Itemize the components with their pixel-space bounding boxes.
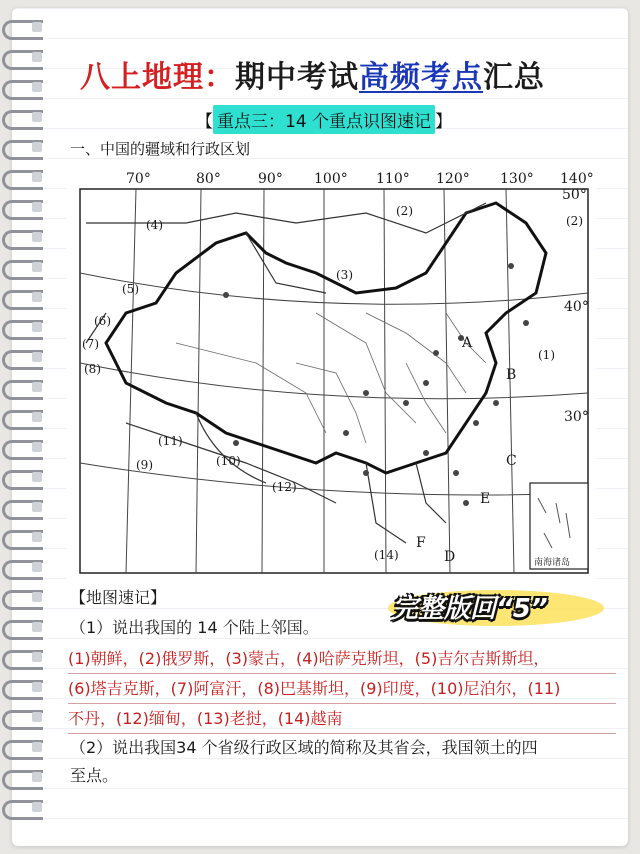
map-label: (3): [336, 268, 353, 282]
province-borders: [176, 313, 486, 443]
question-2-line-1: （2）说出我国34 个省级行政区域的简称及其省会，我国领土的四: [70, 738, 538, 757]
longitude-labels: [126, 171, 594, 187]
question-2-line-2: 至点。: [70, 766, 119, 785]
spiral-hole: [32, 22, 42, 32]
title-part-summary: 汇总: [483, 60, 545, 95]
answer-line: (6)塔吉克斯，(7)阿富汗，(8)巴基斯坦，(9)印度，(10)尼泊尔，(11): [68, 674, 616, 704]
spiral-hole: [32, 742, 42, 752]
notes-heading: 【地图速记】: [70, 588, 167, 607]
spiral-hole: [32, 562, 42, 572]
spiral-hole: [32, 322, 42, 332]
spiral-hole: [32, 502, 42, 512]
lon-label: 140°: [560, 171, 594, 187]
spiral-hole: [32, 82, 42, 92]
lat-label: 50°: [562, 187, 587, 203]
map-label: B: [506, 367, 517, 383]
spiral-hole: [32, 802, 42, 812]
map-label: A: [462, 335, 473, 351]
lon-label: 130°: [500, 171, 534, 187]
spiral-hole: [32, 232, 42, 242]
map-label: (12): [272, 480, 297, 494]
spiral-hole: [32, 592, 42, 602]
lat-label: 40°: [564, 299, 589, 315]
map-label: (5): [122, 282, 139, 296]
title-part-keypoints: 高频考点: [359, 60, 483, 95]
china-map-svg: [66, 163, 596, 583]
spiral-hole: [32, 772, 42, 782]
lon-label: 120°: [436, 171, 470, 187]
map-label: (7): [82, 337, 99, 351]
spiral-hole: [32, 112, 42, 122]
section-heading: 一、中国的疆域和行政区划: [70, 140, 251, 158]
spiral-hole: [32, 382, 42, 392]
lon-label: 110°: [376, 171, 410, 187]
spiral-hole: [32, 442, 42, 452]
spiral-hole: [32, 712, 42, 722]
spiral-hole: [32, 262, 42, 272]
map-label: C: [506, 453, 517, 469]
map-label: (2): [566, 214, 583, 228]
spiral-hole: [32, 532, 42, 542]
answer-line: (1)朝鲜，(2)俄罗斯，(3)蒙古，(4)哈萨克斯坦，(5)吉尔吉斯斯坦，: [68, 644, 616, 674]
subtitle-highlight: 重点三：14 个重点识图速记: [213, 105, 435, 134]
spiral-hole: [32, 682, 42, 692]
answer-line: 不丹，(12)缅甸，(13)老挝，(14)越南: [68, 704, 616, 734]
spiral-hole: [32, 622, 42, 632]
spiral-hole: [32, 202, 42, 212]
spiral-hole: [32, 52, 42, 62]
spiral-hole: [32, 292, 42, 302]
spiral-hole: [32, 142, 42, 152]
map-label: (4): [146, 218, 163, 232]
lon-label: 70°: [126, 171, 151, 187]
map-label: (11): [158, 434, 183, 448]
map-label: (14): [374, 548, 399, 562]
page-title: [80, 52, 610, 95]
map-label: (9): [136, 458, 153, 472]
question-1: （1）说出我国的 14 个陆上邻国。: [70, 618, 319, 637]
spiral-hole: [32, 472, 42, 482]
map-label: E: [480, 491, 491, 507]
spiral-hole: [32, 412, 42, 422]
subtitle-bracket-close: 】: [435, 111, 453, 132]
title-part-exam: 期中考试: [235, 60, 359, 95]
subtitle: [196, 104, 452, 134]
map-label: (6): [94, 314, 111, 328]
map-label: (10): [216, 454, 241, 468]
answer-block: [68, 644, 616, 734]
subtitle-bracket-open: 【: [196, 111, 213, 132]
map-label: F: [416, 535, 426, 551]
map-label: (2): [396, 204, 413, 218]
lon-label: 90°: [258, 171, 283, 187]
map-label: D: [444, 549, 456, 565]
spiral-binding: [2, 20, 42, 840]
lon-label: 100°: [314, 171, 348, 187]
latitude-labels: [562, 187, 589, 533]
lon-label: 80°: [196, 171, 221, 187]
china-map: [66, 163, 596, 583]
south-sea-inset: [530, 483, 588, 569]
inset-label: 南海诸岛: [534, 558, 571, 568]
spiral-hole: [32, 652, 42, 662]
lat-label: 30°: [564, 409, 589, 425]
spiral-hole: [32, 352, 42, 362]
title-part-subject: 八上地理：: [80, 60, 235, 95]
map-label: (1): [538, 348, 555, 362]
map-label: (8): [84, 362, 101, 376]
spiral-hole: [32, 172, 42, 182]
sticker-text: 完整版回“5”: [392, 594, 548, 624]
